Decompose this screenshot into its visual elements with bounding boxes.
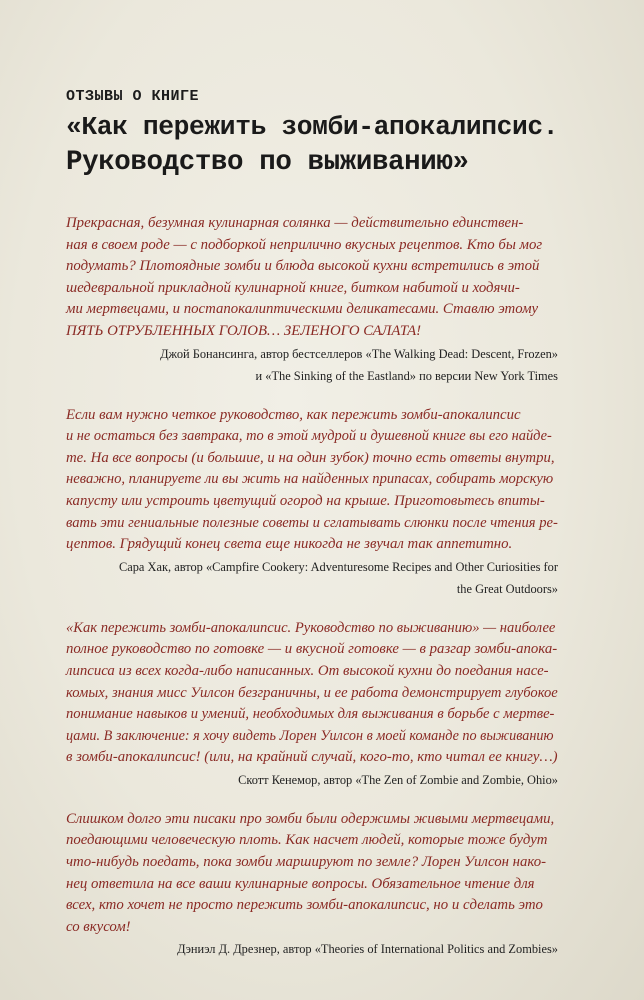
title-line: «Как пережить зомби-апокалипсис.: [66, 112, 559, 142]
review-attribution: [66, 343, 558, 387]
quote-line: Если вам нужно четкое руководство, как пережить зомби-апокалипсис: [66, 406, 521, 423]
review-quote: [66, 618, 558, 769]
quote-line: цами. В заключение: я хочу видеть Лорен Уилсон в моей команде по выживанию: [66, 727, 554, 744]
quote-line: шедевральной прикладной кулинарной книге, битком набитой и ходячи-: [66, 279, 520, 296]
quote-line: всех, кто хочет не просто пережить зомби-апокалипсис, но и сделать это: [66, 897, 543, 914]
review-quote: [66, 405, 558, 556]
review-1: [66, 213, 558, 387]
review-3: [66, 618, 558, 791]
quote-line: комых, знания мисс Уилсон безграничны, и ее работа демонстрирует глубокое: [66, 684, 558, 701]
section-kicker: ОТЗЫВЫ О КНИГЕ: [66, 88, 200, 105]
quote-line: неважно, планируете ли вы жить на найденных припасах, собирать морскую: [66, 471, 554, 488]
review-attribution: [66, 769, 558, 791]
quote-line: Слишком долго эти писаки про зомби были одержимы живыми мертвецами,: [66, 810, 555, 827]
quote-line: понимание навыков и умений, необходимых для выживания в борьбе с мертве-: [66, 706, 555, 723]
quote-line: со вкусом!: [66, 918, 131, 935]
review-quote: [66, 213, 558, 343]
review-quote: [66, 809, 558, 939]
attribution-line: Сара Хак, автор «Campfire Cookery: Adventuresome Recipes and Other Curiosities for: [118, 559, 558, 574]
attribution-line: Джой Бонансинга, автор бестселлеров «The Walking Dead: Descent, Frozen»: [160, 346, 558, 361]
quote-line: ПЯТЬ ОТРУБЛЕННЫХ ГОЛОВ… ЗЕЛЕНОГО САЛАТА!: [66, 322, 422, 339]
quote-line: вать эти гениальные полезные советы и сглатывать слюнки после чтения ре-: [66, 514, 558, 531]
quote-line: поедающими человеческую плоть. Как насчет людей, которые тоже будут: [66, 832, 548, 849]
quote-line: полное руководство по готовке — и вкусной готовке — в разгар зомби-апока-: [66, 641, 558, 658]
book-title: [66, 109, 558, 181]
page-content: [66, 88, 558, 978]
quote-line: что-нибудь поедать, пока зомби маршируют по земле? Лорен Уилсон нако-: [66, 854, 547, 871]
quote-line: ми мертвецами, и постапокалиптическими деликатесами. Ставлю этому: [66, 301, 539, 318]
quote-line: цептов. Грядущий конец света еще никогда не звучал так аппетитно.: [66, 536, 513, 553]
review-4: [66, 809, 558, 961]
quote-line: те. На все вопросы (и большие, и на один зубок) точно есть ответы внутри,: [66, 449, 555, 466]
quote-line: подумать? Плотоядные зомби и блюда высокой кухни встретились в этой: [66, 258, 540, 275]
attribution-line: и «The Sinking of the Eastland» по версии New York Times: [255, 368, 558, 383]
quote-line: Прекрасная, безумная кулинарная солянка — действительно единствен-: [66, 215, 524, 231]
quote-line: «Как пережить зомби-апокалипсис. Руководство по выживанию» — наиболее: [66, 619, 556, 636]
quote-line: капусту или устроить цветущий огород на крыше. Приготовьтесь впиты-: [66, 492, 545, 509]
quote-line: нец ответила на все ваши кулинарные вопросы. Обязательное чтение для: [66, 875, 535, 892]
quote-line: ная в своем роде — с подборкой неприлично вкусных рецептов. Кто бы мог: [66, 236, 543, 253]
quote-line: липсиса из всех когда-либо написанных. От высокой кухни до поедания насе-: [66, 662, 549, 679]
review-attribution: [66, 938, 558, 960]
quote-line: в зомби-апокалипсис! (или, на крайний случай, кого-то, кто читал ее книгу…): [66, 749, 558, 766]
review-2: [66, 405, 558, 600]
quote-line: и не остаться без завтрака, то в этой мудрой и душевной книге вы его найде-: [66, 428, 552, 445]
title-line: Руководство по выживанию»: [66, 147, 469, 178]
attribution-line: Дэниэл Д. Дрезнер, автор «Theories of International Politics and Zombies»: [177, 942, 558, 957]
attribution-line: Скотт Кенемор, автор «The Zen of Zombie and Zombie, Ohio»: [238, 772, 558, 787]
review-attribution: [66, 556, 558, 600]
attribution-line: the Great Outdoors»: [456, 581, 558, 596]
